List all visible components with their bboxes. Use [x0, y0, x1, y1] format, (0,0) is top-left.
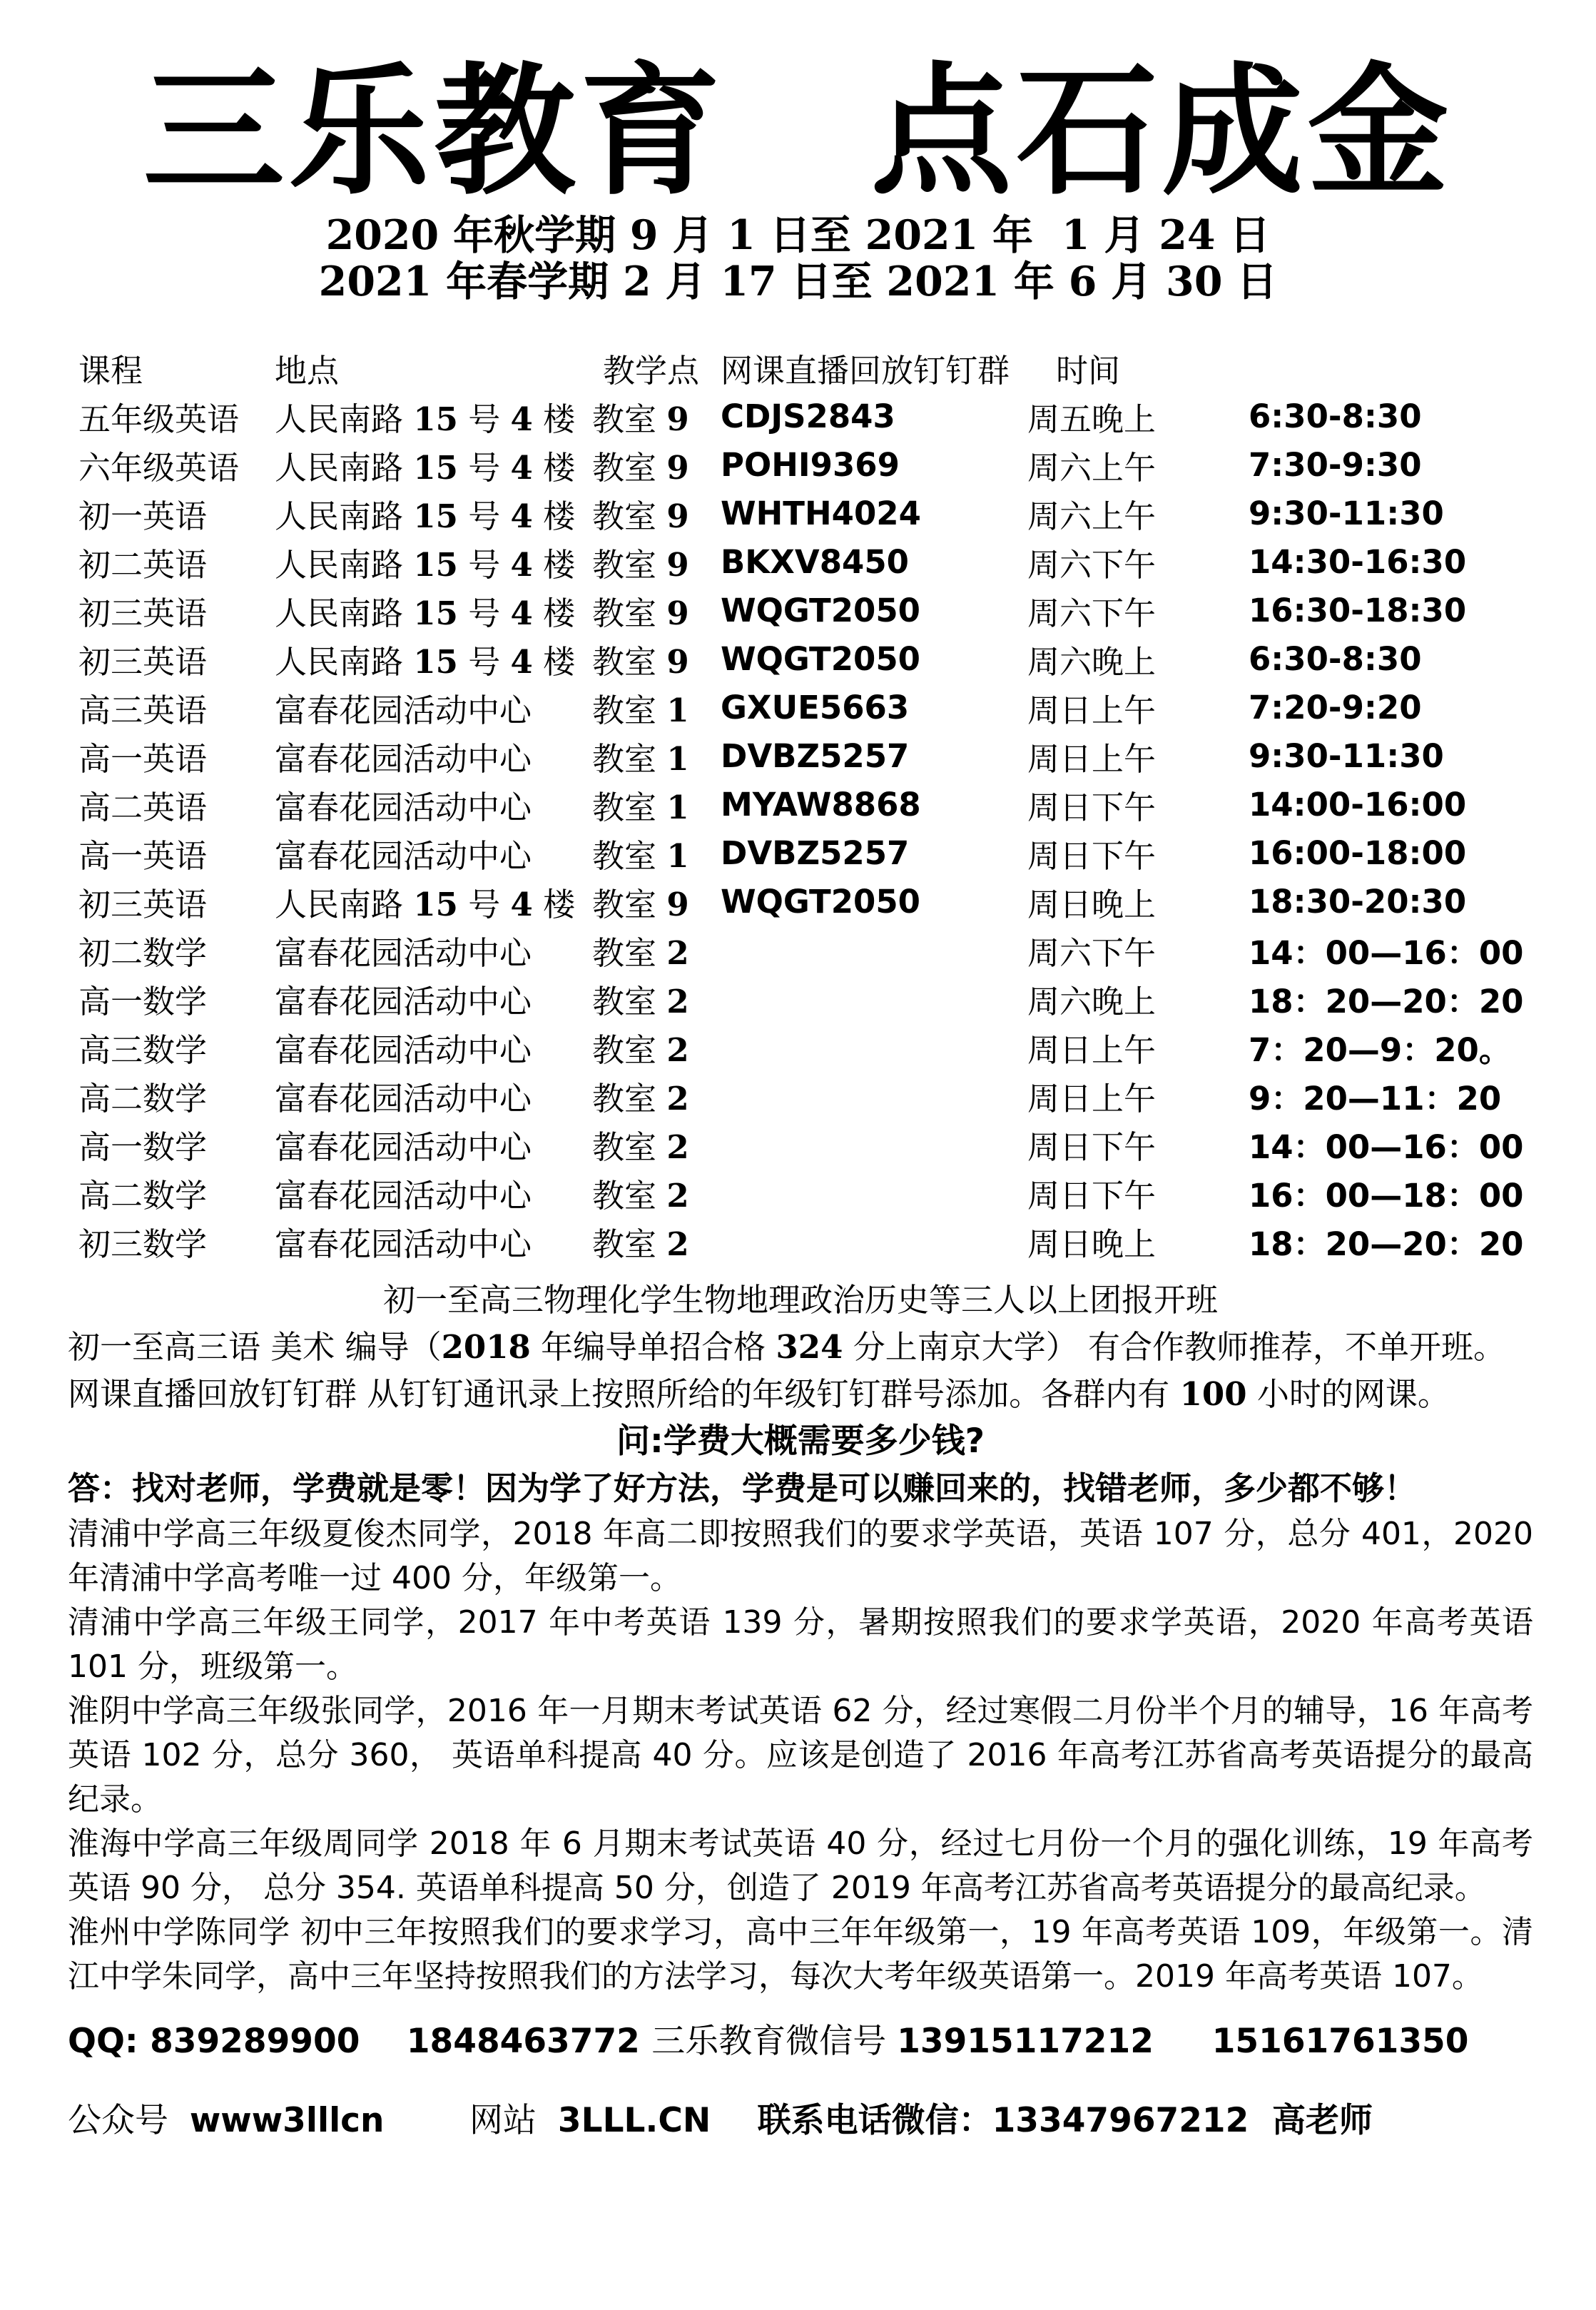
schedule-row: [0, 440, 1596, 489]
class-schedule-table: [0, 343, 1596, 1265]
time-cell: 18:30-20:30: [1249, 882, 1467, 921]
dingtalk-code-cell: WQGT2050: [721, 591, 920, 629]
classroom-cell: 教室 2: [592, 982, 689, 1020]
contact-segment: 三乐教育微信号: [651, 2022, 898, 2062]
time-cell: 16：00—18：00: [1249, 1176, 1524, 1215]
time-cell: 18：20—20：20: [1249, 1225, 1524, 1263]
time-cell: 7：20—9：20。: [1249, 1030, 1511, 1069]
course-cell: 初三数学: [78, 1225, 208, 1263]
course-cell: 六年级英语: [78, 448, 240, 487]
schedule-row: [0, 537, 1596, 586]
location-cell: 人民南路 15 号 4 楼: [275, 400, 576, 438]
classroom-cell: 教室 2: [592, 933, 689, 972]
schedule-row: [0, 586, 1596, 634]
classroom-cell: 教室 1: [592, 739, 689, 778]
day-cell: 周六上午: [1027, 497, 1157, 535]
course-cell: 初二英语: [78, 545, 208, 584]
course-cell: 五年级英语: [78, 400, 240, 438]
location-cell: 富春花园活动中心: [275, 1079, 532, 1118]
contact-segment: 网站: [384, 2101, 558, 2141]
schedule-row: [0, 1023, 1596, 1071]
contact-line-website-phone: [0, 2094, 1596, 2142]
course-cell: 初一英语: [78, 497, 208, 535]
header-dingtalk-group: 网课直播回放钉钉群: [721, 351, 1010, 390]
classroom-cell: 教室 9: [592, 545, 689, 584]
location-cell: 富春花园活动中心: [275, 836, 532, 875]
classroom-cell: 教室 9: [592, 497, 689, 535]
dingtalk-code-cell: WQGT2050: [721, 882, 920, 921]
time-cell: 16:30-18:30: [1249, 591, 1467, 629]
schedule-row: [0, 1168, 1596, 1217]
schedule-header-row: [0, 343, 1596, 392]
case-story: 淮阴中学高三年级张同学，2016 年一月期末考试英语 62 分，经过寒假二月份半个月的辅导，16 年高考英语 102 分，总分 360， 英语单科提高 40 分。应该是创造了 2016 年高考江苏省高考英语提分的最高纪录。: [68, 1693, 1533, 1818]
classroom-cell: 教室 2: [592, 1079, 689, 1118]
dingtalk-code-cell: BKXV8450: [721, 542, 909, 581]
day-cell: 周六上午: [1027, 448, 1157, 487]
day-cell: 周六晚上: [1027, 982, 1157, 1020]
brand-title: 三乐教育 点石成金: [143, 48, 1453, 214]
classroom-cell: 教室 9: [592, 642, 689, 681]
art-program-note: 初一至高三语 美术 编导（2018 年编导单招合格 324 分上南京大学） 有合作教师推荐，不单开班。: [68, 1328, 1506, 1367]
classroom-cell: 教室 2: [592, 1176, 689, 1215]
header-course: 课程: [78, 351, 143, 390]
time-cell: 7:20-9:20: [1249, 688, 1422, 726]
classroom-cell: 教室 1: [592, 836, 689, 875]
day-cell: 周六下午: [1027, 933, 1157, 972]
time-cell: 18：20—20：20: [1249, 982, 1524, 1020]
case-story: 淮州中学陈同学 初中三年按照我们的要求学习，高中三年年级第一，19 年高考英语 109，年级第一。清江中学朱同学，高中三年坚持按照我们的方法学习，每次大考年级英语第一。2019 年高考英语 107。: [68, 1914, 1533, 1995]
location-cell: 人民南路 15 号 4 楼: [275, 885, 576, 923]
location-cell: 富春花园活动中心: [275, 788, 532, 826]
schedule-row: [0, 974, 1596, 1023]
dingtalk-code-cell: WQGT2050: [721, 639, 920, 678]
dingtalk-code-cell: WHTH4024: [721, 494, 921, 532]
spring-semester-dates: 2021 年春学期 2 月 17 日至 2021 年 6 月 30 日: [318, 257, 1278, 305]
classroom-cell: 教室 1: [592, 788, 689, 826]
contact-segment: 联系电话微信：13347967212 高老师: [711, 2101, 1373, 2141]
course-cell: 高二数学: [78, 1079, 208, 1118]
day-cell: 周六下午: [1027, 545, 1157, 584]
day-cell: 周日下午: [1027, 788, 1157, 826]
time-cell: 9:30-11:30: [1249, 494, 1444, 532]
day-cell: 周日晚上: [1027, 885, 1157, 923]
schedule-row: [0, 780, 1596, 829]
course-cell: 高二数学: [78, 1176, 208, 1215]
dingtalk-code-cell: GXUE5663: [721, 688, 910, 726]
schedule-row: [0, 1217, 1596, 1265]
dingtalk-code-cell: DVBZ5257: [721, 736, 910, 775]
schedule-row: [0, 634, 1596, 683]
classroom-cell: 教室 1: [592, 691, 689, 729]
tuition-question: 问:学费大概需要多少钱?: [616, 1422, 985, 1462]
schedule-row: [0, 1071, 1596, 1120]
classroom-cell: 教室 9: [592, 594, 689, 632]
time-cell: 6:30-8:30: [1249, 397, 1422, 435]
header-time: 时间: [1056, 351, 1121, 390]
case-story: 淮海中学高三年级周同学 2018 年 6 月期末考试英语 40 分，经过七月份一个月的强化训练，19 年高考英语 90 分， 总分 354. 英语单科提高 50 分，创造了 2019 年高考江苏省高考英语提分的最高纪录。: [68, 1825, 1533, 1907]
contact-segment: www3lllcn: [189, 2101, 385, 2141]
dingtalk-code-cell: MYAW8868: [721, 785, 921, 824]
contact-segment: QQ: 839289900 1848463772: [68, 2022, 652, 2062]
schedule-row: [0, 1120, 1596, 1168]
time-cell: 9：20—11：20: [1249, 1079, 1502, 1118]
location-cell: 人民南路 15 号 4 楼: [275, 448, 576, 487]
location-cell: 富春花园活动中心: [275, 739, 532, 778]
course-cell: 高一数学: [78, 1128, 208, 1166]
schedule-row: [0, 829, 1596, 877]
contact-line-qq-wechat: [0, 2015, 1596, 2062]
header-site: 教学点: [603, 351, 700, 390]
location-cell: 富春花园活动中心: [275, 691, 532, 729]
day-cell: 周日上午: [1027, 691, 1157, 729]
case-story: 清浦中学高三年级王同学，2017 年中考英语 139 分，暑期按照我们的要求学英语，2020 年高考英语 101 分，班级第一。: [68, 1604, 1533, 1686]
contact-segment: 13915117212 15161761350: [897, 2022, 1469, 2062]
dingtalk-note: 网课直播回放钉钉群 从钉钉通讯录上按照所给的年级钉钉群号添加。各群内有 100 小时的网课。: [68, 1375, 1450, 1414]
fall-semester-dates: 2020 年秋学期 9 月 1 日至 2021 年 1 月 24 日: [325, 211, 1271, 259]
course-cell: 初二数学: [78, 933, 208, 972]
schedule-row: [0, 926, 1596, 974]
time-cell: 16:00-18:00: [1249, 834, 1467, 872]
schedule-row: [0, 489, 1596, 537]
course-cell: 初三英语: [78, 642, 208, 681]
course-cell: 高三英语: [78, 691, 208, 729]
time-cell: 14：00—16：00: [1249, 933, 1524, 972]
course-cell: 高一英语: [78, 836, 208, 875]
location-cell: 富春花园活动中心: [275, 1225, 532, 1263]
classroom-cell: 教室 9: [592, 400, 689, 438]
day-cell: 周日上午: [1027, 739, 1157, 778]
tuition-answer: 答：找对老师，学费就是零！因为学了好方法，学费是可以赚回来的，找错老师，多少都不够！: [68, 1469, 1417, 1508]
course-cell: 高一英语: [78, 739, 208, 778]
day-cell: 周日上午: [1027, 1030, 1157, 1069]
dingtalk-code-cell: DVBZ5257: [721, 834, 910, 872]
schedule-row: [0, 877, 1596, 926]
course-cell: 高二英语: [78, 788, 208, 826]
schedule-row: [0, 683, 1596, 731]
location-cell: 人民南路 15 号 4 楼: [275, 545, 576, 584]
day-cell: 周六晚上: [1027, 642, 1157, 681]
day-cell: 周五晚上: [1027, 400, 1157, 438]
course-cell: 初三英语: [78, 885, 208, 923]
time-cell: 7:30-9:30: [1249, 445, 1422, 484]
time-cell: 9:30-11:30: [1249, 736, 1444, 775]
schedule-row: [0, 392, 1596, 440]
day-cell: 周日下午: [1027, 1176, 1157, 1215]
day-cell: 周日晚上: [1027, 1225, 1157, 1263]
contact-segment: 3LLL.CN: [557, 2101, 711, 2141]
time-cell: 14：00—16：00: [1249, 1128, 1524, 1166]
semester-dates: [0, 213, 1596, 305]
classroom-cell: 教室 2: [592, 1030, 689, 1069]
course-cell: 高一数学: [78, 982, 208, 1020]
day-cell: 周日下午: [1027, 1128, 1157, 1166]
location-cell: 人民南路 15 号 4 楼: [275, 642, 576, 681]
location-cell: 人民南路 15 号 4 楼: [275, 497, 576, 535]
flyer-page: [0, 50, 1596, 2142]
location-cell: 富春花园活动中心: [275, 1128, 532, 1166]
schedule-rows: [0, 392, 1596, 1265]
classroom-cell: 教室 2: [592, 1128, 689, 1166]
course-cell: 高三数学: [78, 1030, 208, 1069]
classroom-cell: 教室 9: [592, 448, 689, 487]
classroom-cell: 教室 2: [592, 1225, 689, 1263]
location-cell: 人民南路 15 号 4 楼: [275, 594, 576, 632]
case-story: 清浦中学高三年级夏俊杰同学，2018 年高二即按照我们的要求学英语，英语 107 分，总分 401，2020 年清浦中学高考唯一过 400 分，年级第一。: [68, 1516, 1533, 1597]
day-cell: 周日上午: [1027, 1079, 1157, 1118]
time-cell: 14:00-16:00: [1249, 785, 1467, 824]
day-cell: 周日下午: [1027, 836, 1157, 875]
dingtalk-code-cell: CDJS2843: [721, 397, 895, 435]
header-location: 地点: [275, 351, 340, 390]
course-cell: 初三英语: [78, 594, 208, 632]
group-enroll-note: 初一至高三物理化学生物地理政治历史等三人以上团报开班: [382, 1281, 1218, 1319]
time-cell: 6:30-8:30: [1249, 639, 1422, 678]
location-cell: 富春花园活动中心: [275, 1030, 532, 1069]
location-cell: 富春花园活动中心: [275, 982, 532, 1020]
schedule-row: [0, 731, 1596, 780]
location-cell: 富春花园活动中心: [275, 1176, 532, 1215]
classroom-cell: 教室 9: [592, 885, 689, 923]
time-cell: 14:30-16:30: [1249, 542, 1467, 581]
location-cell: 富春花园活动中心: [275, 933, 532, 972]
dingtalk-code-cell: POHI9369: [721, 445, 900, 484]
contact-segment: 公众号: [68, 2101, 190, 2141]
day-cell: 周六下午: [1027, 594, 1157, 632]
